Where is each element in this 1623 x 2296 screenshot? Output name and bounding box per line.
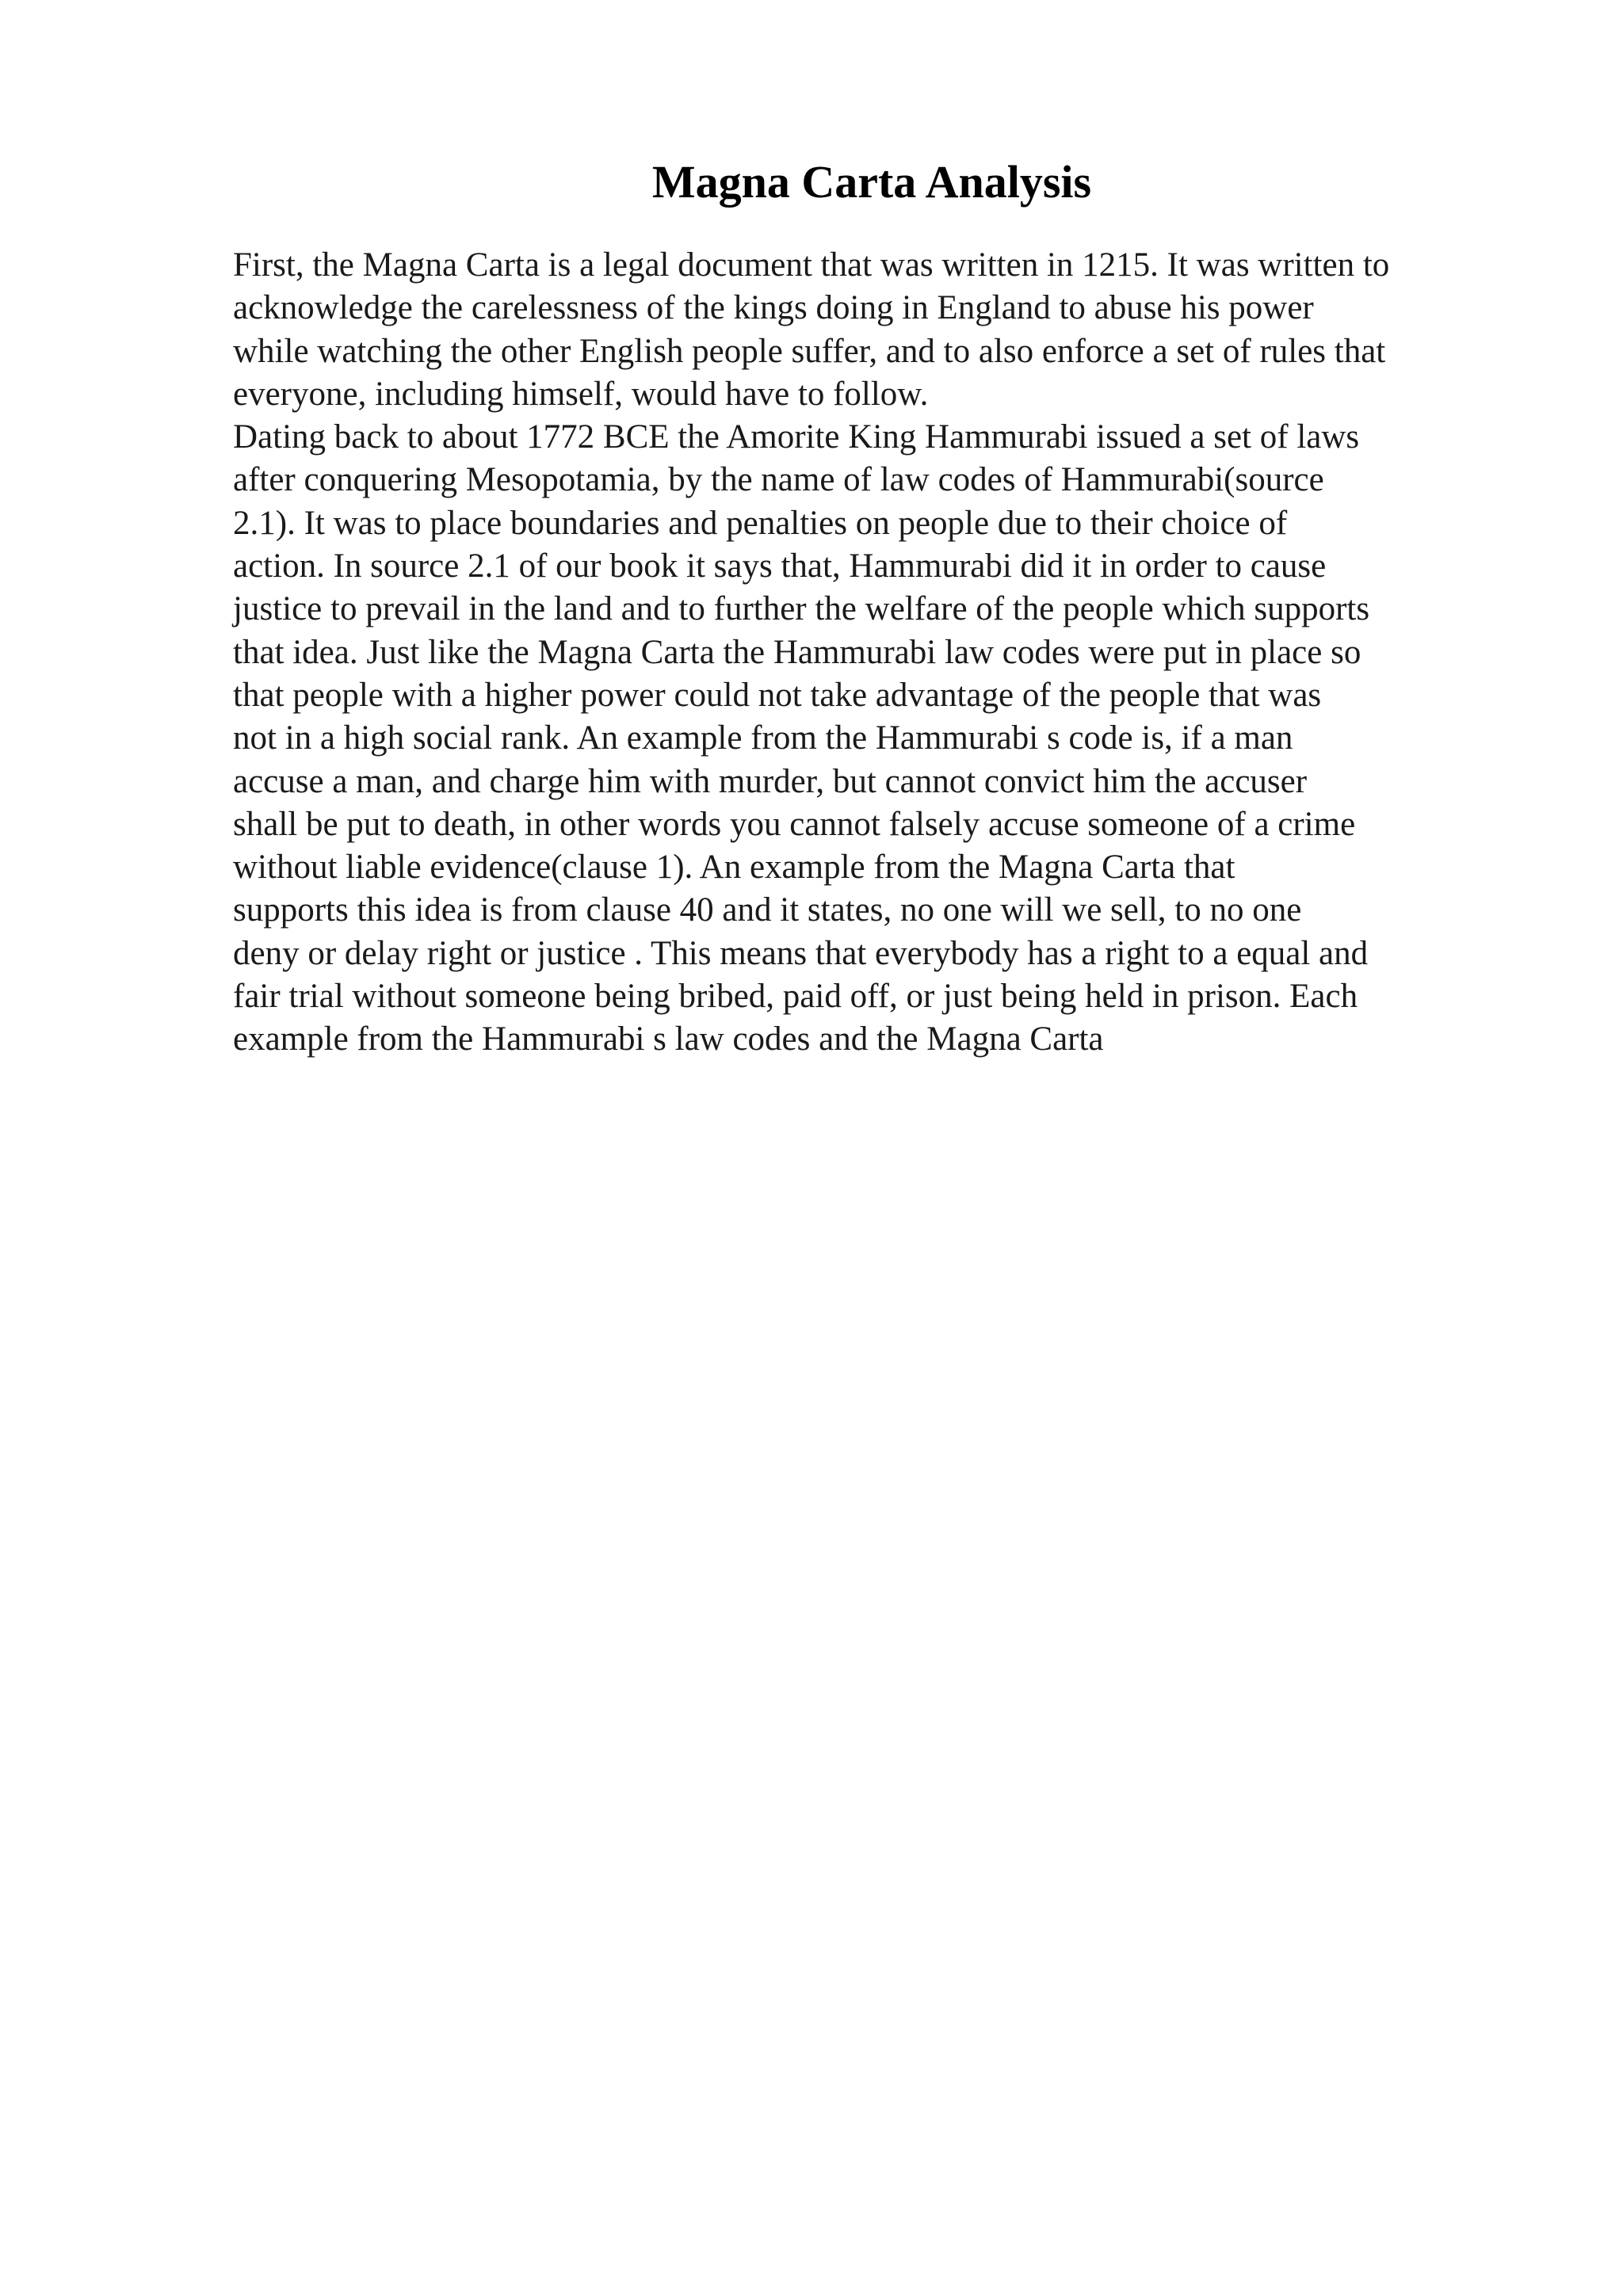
body-line: example from the Hammurabi s law codes and the Magna Carta <box>233 1020 1104 1058</box>
body-line: without liable evidence(clause 1). An example from the Magna Carta that <box>233 849 1235 887</box>
document-title: Magna Carta Analysis <box>651 156 1092 208</box>
body-line: everyone, including himself, would have to follow. <box>233 375 929 413</box>
body-line: acknowledge the carelessness of the kings doing in England to abuse his power <box>233 289 1314 327</box>
body-line: fair trial without someone being bribed, paid off, or just being held in prison. Each <box>233 978 1358 1016</box>
body-line: Dating back to about 1772 BCE the Amorite King Hammurabi issued a set of laws <box>233 418 1360 456</box>
body-line: that people with a higher power could not take advantage of the people that was <box>233 676 1322 714</box>
body-line: deny or delay right or justice . This means that everybody has a right to a equal and <box>233 934 1369 972</box>
body-line: after conquering Mesopotamia, by the name of law codes of Hammurabi(source <box>233 461 1324 499</box>
body-line: action. In source 2.1 of our book it says that, Hammurabi did it in order to cause <box>233 547 1327 585</box>
body-line: 2.1). It was to place boundaries and penalties on people due to their choice of <box>233 504 1288 542</box>
body-line: First, the Magna Carta is a legal document that was written in 1215. It was written to <box>233 246 1390 284</box>
body-line: supports this idea is from clause 40 and it states, no one will we sell, to no one <box>233 891 1302 929</box>
document-body <box>233 244 1596 1062</box>
body-line: not in a high social rank. An example from the Hammurabi s code is, if a man <box>233 719 1293 757</box>
body-line: accuse a man, and charge him with murder, but cannot convict him the accuser <box>233 762 1308 800</box>
body-line: that idea. Just like the Magna Carta the Hammurabi law codes were put in place so <box>233 633 1361 671</box>
body-line: justice to prevail in the land and to further the welfare of the people which supports <box>233 590 1370 628</box>
body-line: while watching the other English people suffer, and to also enforce a set of rules that <box>233 332 1386 370</box>
body-line: shall be put to death, in other words you cannot falsely accuse someone of a crime <box>233 805 1356 843</box>
